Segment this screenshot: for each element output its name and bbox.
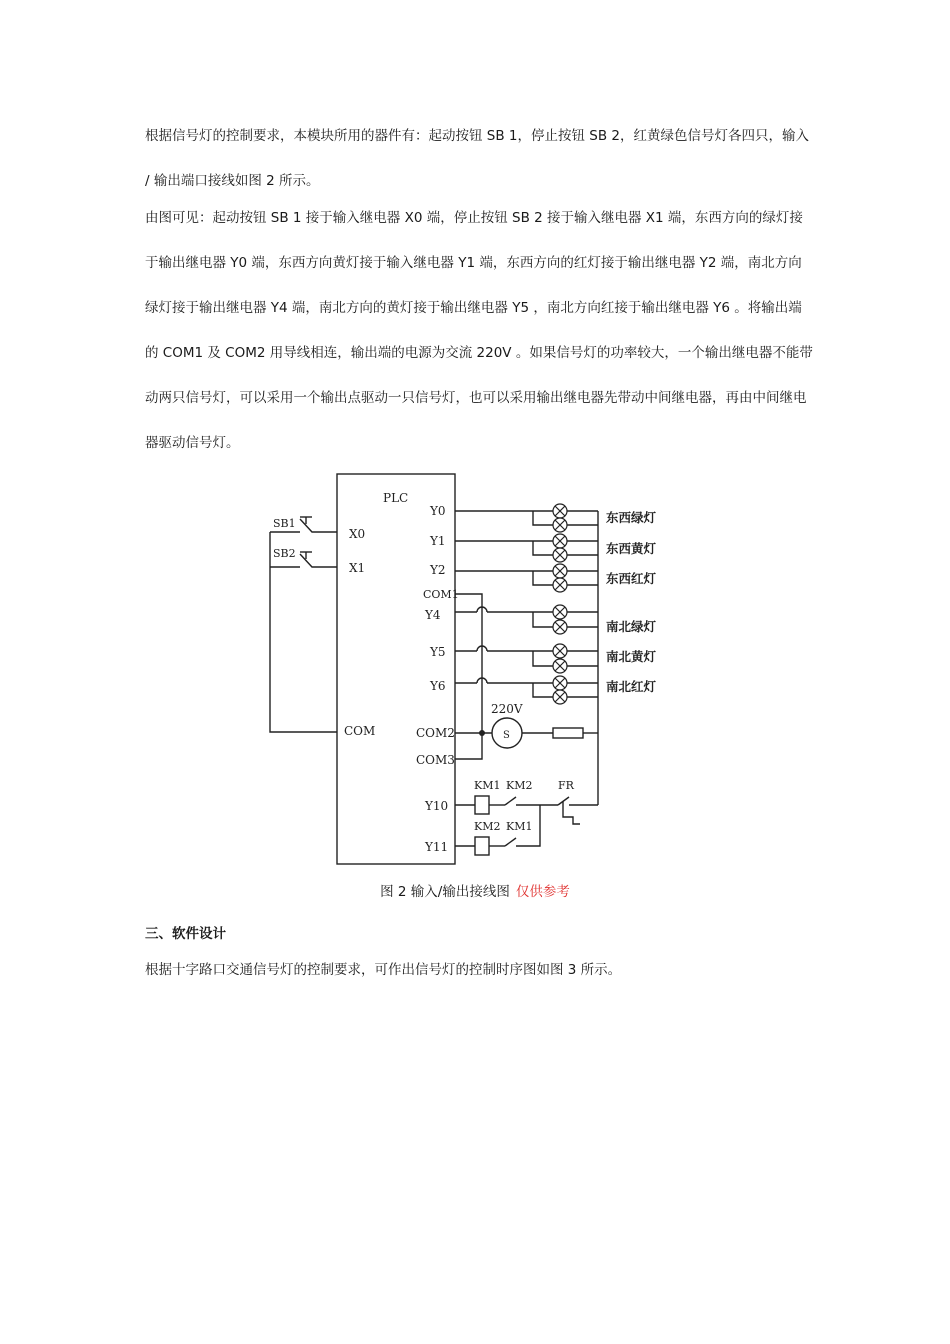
km1-top-label: KM1	[474, 779, 501, 792]
lamps	[553, 504, 567, 704]
km1-bottom-label: KM1	[506, 820, 533, 833]
lamp-ns-green-label: 南北绿灯	[606, 619, 657, 634]
y10-label: Y10	[425, 799, 449, 813]
paragraph-components: 根据信号灯的控制要求，本模块所用的器件有：起动按钮 SB 1，停止按钮 SB 2，红黄绿色信号灯各四只，输入 / 输出端口接线如图 2 所示。	[145, 128, 810, 189]
lamp-ns-red-1-icon	[553, 676, 567, 690]
lamp-ns-green-2-icon	[553, 620, 567, 634]
caption-note: 仅供参考	[515, 884, 570, 900]
km1-coil	[475, 796, 489, 814]
lamp-ew-yellow-1-icon	[553, 534, 567, 548]
com1-label: COM1	[423, 588, 459, 601]
caption-text: 图 2 输入/输出接线图	[380, 884, 510, 900]
lamp-ns-yellow-label: 南北黄灯	[606, 649, 657, 664]
io-wiring-diagram	[262, 470, 702, 875]
y2-label: Y2	[430, 563, 446, 577]
com3-label: COM3	[416, 753, 455, 767]
lamp-ew-yellow-label: 东西黄灯	[606, 541, 657, 556]
sb1-label: SB1	[273, 517, 296, 530]
lamp-ns-green-1-icon	[553, 605, 567, 619]
sb2-label: SB2	[273, 547, 296, 560]
lamp-ns-red-label: 南北红灯	[606, 679, 657, 694]
source-symbol: S	[503, 730, 510, 741]
com2-label: COM2	[416, 726, 455, 740]
lamp-ew-red-2-icon	[553, 578, 567, 592]
lamp-ew-green-1-icon	[553, 504, 567, 518]
fr-label: FR	[558, 779, 574, 792]
lamp-ew-red-1-icon	[553, 564, 567, 578]
x1-label: X1	[349, 561, 366, 575]
lamp-ns-red-2-icon	[553, 690, 567, 704]
paragraph-timing-chart: 根据十字路口交通信号灯的控制要求，可作出信号灯的控制时序图如图 3 所示。	[145, 962, 622, 978]
y0-label: Y0	[430, 504, 446, 518]
y11-label: Y11	[425, 840, 449, 854]
lamp-ns-yellow-1-icon	[553, 644, 567, 658]
lamp-ew-green-label: 东西绿灯	[606, 510, 657, 525]
figure-caption	[0, 880, 950, 900]
lamp-ew-yellow-2-icon	[553, 548, 567, 562]
com-junction	[479, 730, 485, 736]
km2-coil	[475, 837, 489, 855]
section-heading: 三、软件设计	[145, 926, 226, 942]
plc-label: PLC	[383, 491, 409, 505]
lamp-ns-yellow-2-icon	[553, 659, 567, 673]
km2-bottom-label: KM2	[474, 820, 501, 833]
lamp-ew-green-2-icon	[553, 518, 567, 532]
com-label: COM	[344, 724, 376, 738]
voltage-label: 220V	[491, 702, 523, 716]
y5-label: Y5	[430, 645, 446, 659]
paragraph-wiring-description: 由图可见：起动按钮 SB 1 接于输入继电器 X0 端，停止按钮 SB 2 接于输入继电器 X1 端，东西方向的绿灯接于输出继电器 Y0 端，东西方向黄灯接于输入继电器 Y1 端，东西方向的红灯接于输出继电器 Y2 端，南北方向绿灯接于输出继电器 Y4 端，南北方向的黄灯接于输出继电器 Y5 ，南北方向红接于输出继电器 Y6 。将输出端的 COM1 及 COM2 用导线相连，输出端的电源为交流 220V 。如果信号灯的功率较大，一个输出继电器不能带动两只信号灯，可以采用一个输出点驱动一只信号灯，也可以采用输出继电器先带动中间继电器，再由中间继电器驱动信号灯。	[145, 210, 813, 451]
y4-label: Y4	[425, 608, 441, 622]
lamp-ew-red-label: 东西红灯	[606, 571, 657, 586]
km2-top-label: KM2	[506, 779, 533, 792]
x0-label: X0	[349, 527, 366, 541]
y6-label: Y6	[430, 679, 446, 693]
y1-label: Y1	[430, 534, 446, 548]
